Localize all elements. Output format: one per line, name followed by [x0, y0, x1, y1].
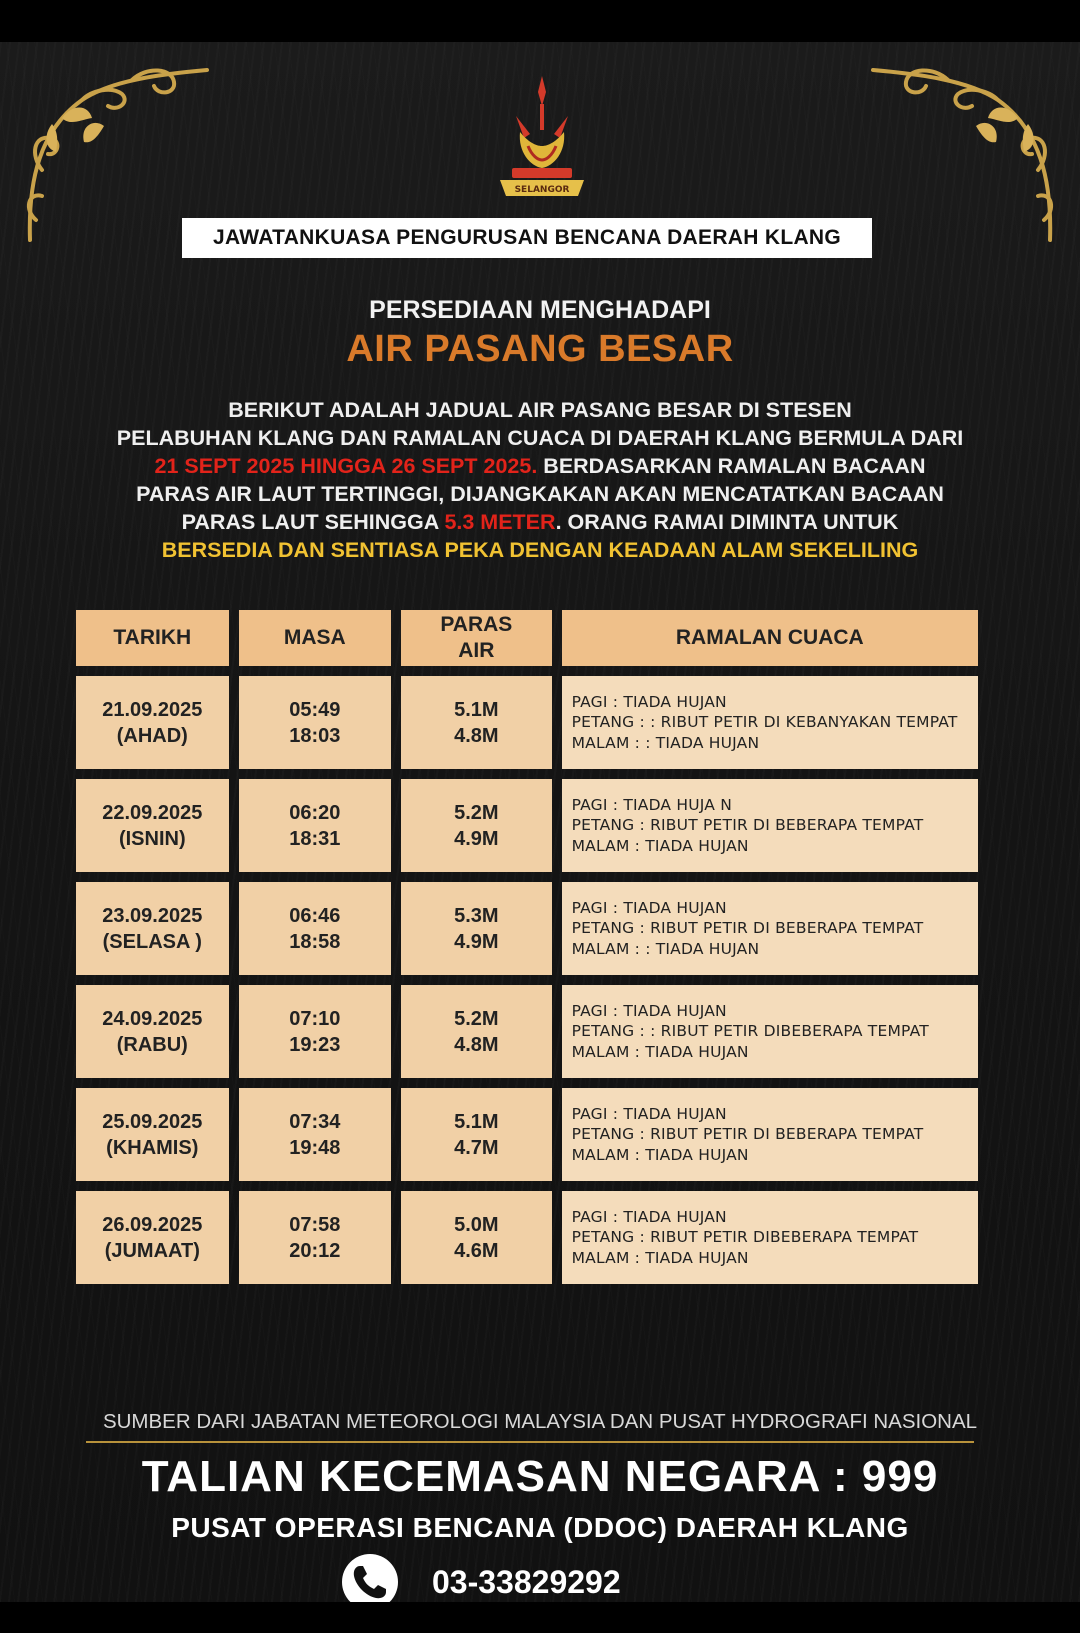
date-value: 22.09.2025 [102, 801, 203, 824]
intro-line: PELABUHAN KLANG DAN RAMALAN CUACA DI DAERAH KLANG BERMULA DARI [116, 426, 964, 450]
cell-date [76, 985, 229, 1078]
intro-paragraph [40, 396, 1040, 564]
cell-weather [562, 1088, 978, 1181]
level-value: 5.2M [454, 1007, 499, 1030]
weather-afternoon: PETANG : : RIBUT PETIR DI KEBANYAKAN TEMPAT [571, 713, 958, 732]
cell-water-level [401, 779, 551, 872]
cell-water-level [401, 882, 551, 975]
weather-morning: PAGI : TIADA HUJA N [571, 795, 732, 814]
cell-water-level [401, 985, 551, 1078]
cell-time [239, 779, 392, 872]
day-value: (RABU) [116, 1033, 188, 1056]
intro-line: PARAS AIR LAUT TERTINGGI, DIJANGKAKAN AKAN MENCATATKAN BACAAN [136, 482, 944, 506]
weather-morning: PAGI : TIADA HUJAN [571, 692, 727, 711]
time-value: 20:12 [289, 1239, 341, 1262]
corner-ornament-right-icon [858, 60, 1058, 250]
weather-afternoon: PETANG : : RIBUT PETIR DIBEBERAPA TEMPAT [571, 1022, 929, 1041]
weather-night: MALAM : : TIADA HUJAN [571, 939, 760, 958]
weather-night: MALAM : TIADA HUJAN [571, 1042, 749, 1061]
cell-date [76, 1088, 229, 1181]
date-value: 23.09.2025 [102, 904, 203, 927]
table-header-row [76, 610, 978, 666]
cell-weather [562, 882, 978, 975]
table-row [76, 1088, 978, 1181]
poster [0, 42, 1080, 1602]
phone-contact [340, 1552, 740, 1602]
ddoc-label: PUSAT OPERASI BENCANA (DDOC) DAERAH KLANG [171, 1512, 909, 1543]
header-water-level [401, 610, 551, 666]
cell-weather [562, 676, 978, 769]
time-value: 18:31 [289, 827, 341, 850]
tide-schedule-table [66, 600, 988, 1294]
day-value: (ISNIN) [118, 827, 186, 850]
phone-icon [340, 1552, 400, 1602]
weather-morning: PAGI : TIADA HUJAN [571, 1104, 727, 1123]
cell-time [239, 985, 392, 1078]
emergency-hotline: TALIAN KECEMASAN NEGARA : 999 [141, 1452, 939, 1501]
day-value: (JUMAAT) [104, 1239, 200, 1262]
level-value: 5.1M [454, 698, 499, 721]
weather-morning: PAGI : TIADA HUJAN [571, 898, 727, 917]
header-weather: RAMALAN CUACA [562, 610, 978, 666]
intro-line: BERIKUT ADALAH JADUAL AIR PASANG BESAR DI STESEN [228, 398, 852, 422]
level-value: 4.9M [454, 827, 499, 850]
level-value: 4.9M [454, 930, 499, 953]
cell-time [239, 1088, 392, 1181]
table-row [76, 676, 978, 769]
cell-water-level [401, 1191, 551, 1284]
header-level-line: PARAS [440, 613, 513, 636]
date-value: 25.09.2025 [102, 1110, 203, 1133]
weather-night: MALAM : TIADA HUJAN [571, 836, 749, 855]
level-value: 4.8M [454, 724, 499, 747]
cell-time [239, 882, 392, 975]
level-value: 4.6M [454, 1239, 499, 1262]
weather-night: MALAM : : TIADA HUJAN [571, 733, 760, 752]
time-value: 07:58 [289, 1213, 341, 1236]
weather-morning: PAGI : TIADA HUJAN [571, 1207, 727, 1226]
advisory-line: BERSEDIA DAN SENTIASA PEKA DENGAN KEADAAN ALAM SEKELILING [161, 538, 919, 562]
day-value: (KHAMIS) [106, 1136, 199, 1159]
header-time: MASA [239, 610, 392, 666]
level-value: 5.3M [454, 904, 499, 927]
table-row [76, 1191, 978, 1284]
header-date: TARIKH [76, 610, 229, 666]
level-value: 4.7M [454, 1136, 499, 1159]
intro-line [40, 452, 1040, 480]
date-range-text: 21 SEPT 2025 HINGGA 26 SEPT 2025. [154, 454, 538, 478]
selangor-crest-icon [494, 76, 590, 206]
weather-night: MALAM : TIADA HUJAN [571, 1145, 749, 1164]
time-value: 07:10 [289, 1007, 341, 1030]
table-row [76, 882, 978, 975]
date-value: 24.09.2025 [102, 1007, 203, 1030]
level-value: 5.0M [454, 1213, 499, 1236]
time-value: 19:23 [289, 1033, 341, 1056]
weather-night: MALAM : TIADA HUJAN [571, 1248, 749, 1267]
time-value: 18:03 [289, 724, 341, 747]
header-level-line: AIR [458, 639, 495, 662]
max-level-text: 5.3 METER [444, 510, 556, 534]
day-value: (SELASA ) [102, 930, 202, 953]
intro-line [40, 508, 1040, 536]
intro-text: BERDASARKAN RAMALAN BACAAN [537, 454, 926, 478]
crest-label: SELANGOR [514, 185, 570, 195]
source-note: SUMBER DARI JABATAN METEOROLOGI MALAYSIA DAN PUSAT HYDROGRAFI NASIONAL [102, 1410, 978, 1433]
time-value: 05:49 [289, 698, 341, 721]
cell-date [76, 779, 229, 872]
weather-afternoon: PETANG : RIBUT PETIR DI BEBERAPA TEMPAT [571, 816, 924, 835]
time-value: 06:20 [289, 801, 341, 824]
time-value: 19:48 [289, 1136, 341, 1159]
title-pre: PERSEDIAAN MENGHADAPI [369, 296, 711, 324]
day-value: (AHAD) [116, 724, 188, 747]
weather-afternoon: PETANG : RIBUT PETIR DIBEBERAPA TEMPAT [571, 1228, 919, 1247]
cell-weather [562, 779, 978, 872]
date-value: 26.09.2025 [102, 1213, 203, 1236]
table-row [76, 779, 978, 872]
weather-afternoon: PETANG : RIBUT PETIR DI BEBERAPA TEMPAT [571, 919, 924, 938]
time-value: 07:34 [289, 1110, 341, 1133]
divider [86, 1441, 974, 1443]
cell-date [76, 1191, 229, 1284]
cell-time [239, 1191, 392, 1284]
intro-text: . ORANG RAMAI DIMINTA UNTUK [555, 510, 899, 534]
level-value: 5.2M [454, 801, 499, 824]
time-value: 18:58 [289, 930, 341, 953]
cell-weather [562, 1191, 978, 1284]
level-value: 4.8M [454, 1033, 499, 1056]
page-title: AIR PASANG BESAR [346, 328, 734, 370]
cell-weather [562, 985, 978, 1078]
organization-banner: JAWATANKUASA PENGURUSAN BENCANA DAERAH KLANG [182, 218, 872, 258]
cell-date [76, 882, 229, 975]
level-value: 5.1M [454, 1110, 499, 1133]
cell-date [76, 676, 229, 769]
intro-text: PARAS LAUT SEHINGGA [181, 510, 445, 534]
weather-afternoon: PETANG : RIBUT PETIR DI BEBERAPA TEMPAT [571, 1125, 924, 1144]
cell-water-level [401, 1088, 551, 1181]
phone-number[interactable]: 03-33829292 [432, 1564, 621, 1600]
weather-morning: PAGI : TIADA HUJAN [571, 1001, 727, 1020]
cell-water-level [401, 676, 551, 769]
date-value: 21.09.2025 [102, 698, 203, 721]
cell-time [239, 676, 392, 769]
time-value: 06:46 [289, 904, 341, 927]
table-row [76, 985, 978, 1078]
